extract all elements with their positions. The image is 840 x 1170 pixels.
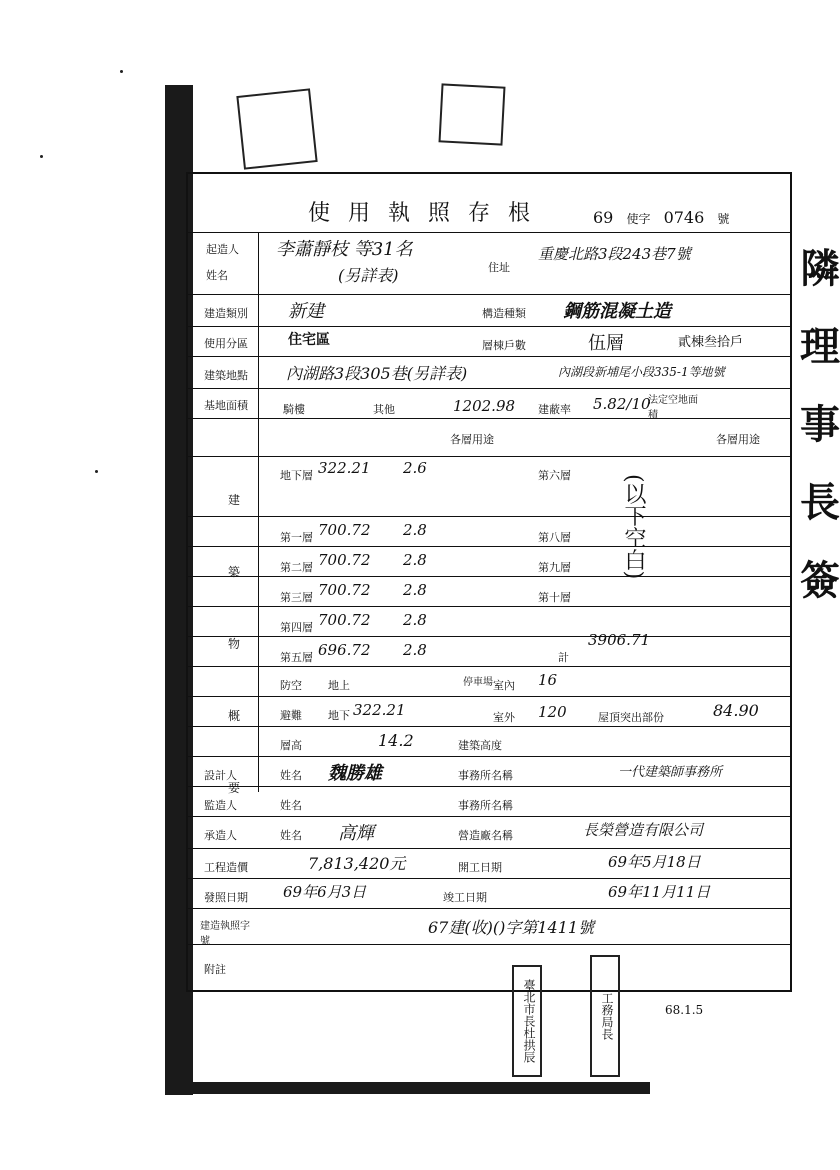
dot <box>95 470 98 473</box>
row-notes: 附註 <box>188 944 790 991</box>
row-designer: 設計人 姓名 魏勝雄 事務所名稱 一代建築師事務所 <box>188 756 790 787</box>
row-land: 基地面積 騎樓 其他 1202.98 建蔽率 5.82/10 法定空地面積 <box>188 388 790 419</box>
top-stamp-2 <box>438 83 505 145</box>
form-title: 使用執照存根 <box>308 201 549 226</box>
top-stamp <box>236 88 317 169</box>
row-permit: 建造執照字號 67建(收)()字第1411號 <box>188 908 790 945</box>
row-basement: 地下層 322.21 2.6 第六層 <box>188 456 790 487</box>
right-margin-text: 隣 理 事 長 簽 <box>800 245 840 604</box>
row-floorhdr: 各層用途 各層用途 <box>188 418 790 449</box>
row-supervisor: 監造人 姓名 事務所名稱 <box>188 786 790 817</box>
row-refuge: 避難 地下 322.21 室外 120 屋頂突出部份 84.90 <box>188 696 790 727</box>
row-zone: 使用分區 住宅區 層棟戶數 伍層 貳棟叁拾戶 <box>188 326 790 357</box>
scan-bottom-bar <box>180 1082 650 1094</box>
stamp-date: 68.1.5 <box>665 1003 704 1017</box>
row-type: 建造類別 新建 構造種類 鋼筋混凝土造 <box>188 294 790 325</box>
form <box>186 172 792 992</box>
row-contractor: 承造人 姓名 高輝 營造廠名稱 長榮營造有限公司 <box>188 816 790 849</box>
row-site: 建築地點 內湖路3段305巷(另詳表) 內湖段新埔尾小段335-1等地號 <box>188 356 790 389</box>
dot <box>120 70 123 73</box>
row-floor4: 第四層 700.72 2.8 <box>188 606 790 637</box>
row-builder: 起造人 姓名 李蕭靜枝 等31名 (另詳表) 住址 重慶北路3段243巷7號 <box>188 232 790 293</box>
upper-blank-note: (以下空白) <box>621 474 646 580</box>
building-label: 建築物概要 <box>228 493 241 795</box>
doc-number: 69 使字 0746 號 <box>593 208 730 227</box>
row-floor1: 第一層 700.72 2.8 第八層 <box>188 516 790 547</box>
mayor-seal: 臺北市長杜拱辰 <box>512 965 542 1077</box>
row-shelter: 防空 地上 停車場 室內 16 <box>188 666 790 697</box>
row-floor5: 第五層 696.72 2.8 計 3906.71 <box>188 636 790 667</box>
row-height: 層高 14.2 建築高度 <box>188 726 790 757</box>
bureau-seal: 工務局長 <box>590 955 620 1077</box>
row-floor3: 第三層 700.72 2.8 第十層 <box>188 576 790 607</box>
dot <box>40 155 43 158</box>
row-floor2: 第二層 700.72 2.8 第九層 <box>188 546 790 577</box>
row-issue: 發照日期 69年6月3日 竣工日期 69年11月11日 <box>188 878 790 909</box>
row-cost: 工程造價 7,813,420元 開工日期 69年5月18日 <box>188 848 790 879</box>
